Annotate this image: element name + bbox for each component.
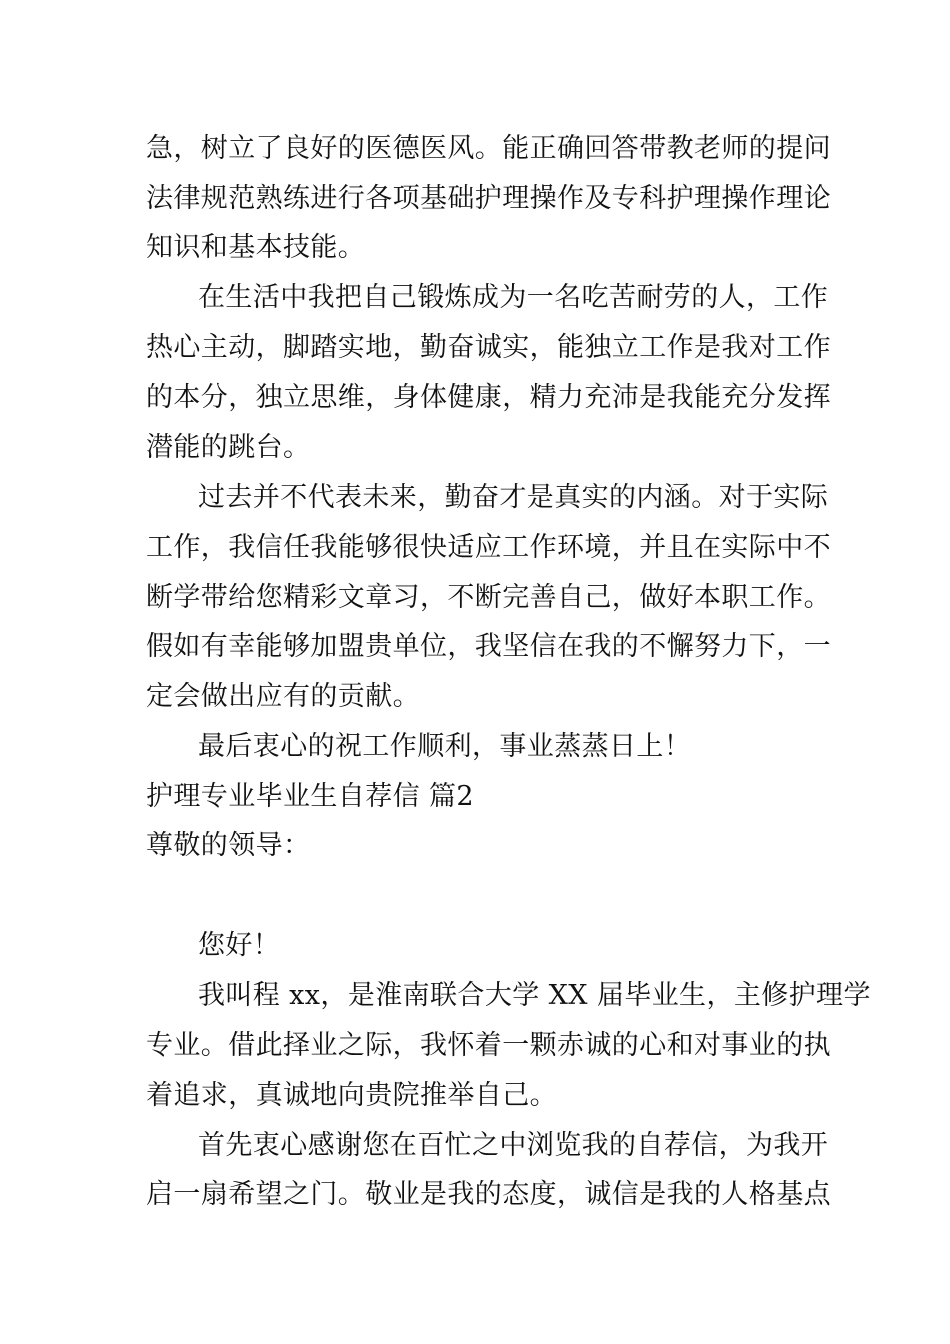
paragraph-3-line-3: 断学带给您精彩文章习，不断完善自己，做好本职工作。 [146, 582, 831, 613]
salutation: 尊敬的领导： [146, 830, 311, 861]
paragraph-4-line-3: 着追求，真诚地向贵院推举自己。 [146, 1080, 557, 1111]
paragraph-3-line-4: 假如有幸能够加盟贵单位，我坚信在我的不懈努力下，一 [146, 631, 831, 662]
closing-line: 最后衷心的祝工作顺利，事业蒸蒸日上！ [198, 731, 692, 762]
paragraph-2-line-4: 潜能的跳台。 [146, 432, 311, 463]
paragraph-2-line-2: 热心主动，脚踏实地，勤奋诚实，能独立工作是我对工作 [146, 332, 831, 363]
greeting: 您好！ [198, 930, 281, 961]
paragraph-5-line-2: 启一扇希望之门。敬业是我的态度，诚信是我的人格基点 [146, 1179, 831, 1210]
paragraph-1-line-3: 知识和基本技能。 [146, 232, 366, 263]
paragraph-3-line-2: 工作，我信任我能够很快适应工作环境，并且在实际中不 [146, 532, 831, 563]
paragraph-1-line-2: 法律规范熟练进行各项基础护理操作及专科护理操作理论 [146, 183, 831, 214]
paragraph-3-line-1: 过去并不代表未来，勤奋才是真实的内涵。对于实际 [198, 482, 829, 513]
paragraph-4-line-1: 我叫程 xx，是淮南联合大学 XX 届毕业生，主修护理学 [198, 980, 871, 1011]
paragraph-3-line-5: 定会做出应有的贡献。 [146, 681, 420, 712]
section-title: 护理专业毕业生自荐信 篇2 [146, 781, 474, 812]
paragraph-2-line-1: 在生活中我把自己锻炼成为一名吃苦耐劳的人，工作 [198, 282, 829, 313]
paragraph-1-line-1: 急，树立了良好的医德医风。能正确回答带教老师的提问 [146, 133, 831, 164]
paragraph-2-line-3: 的本分，独立思维，身体健康，精力充沛是我能充分发挥 [146, 382, 831, 413]
paragraph-5-line-1: 首先衷心感谢您在百忙之中浏览我的自荐信，为我开 [198, 1130, 829, 1161]
paragraph-4-line-2: 专业。借此择业之际，我怀着一颗赤诚的心和对事业的执 [146, 1030, 831, 1061]
